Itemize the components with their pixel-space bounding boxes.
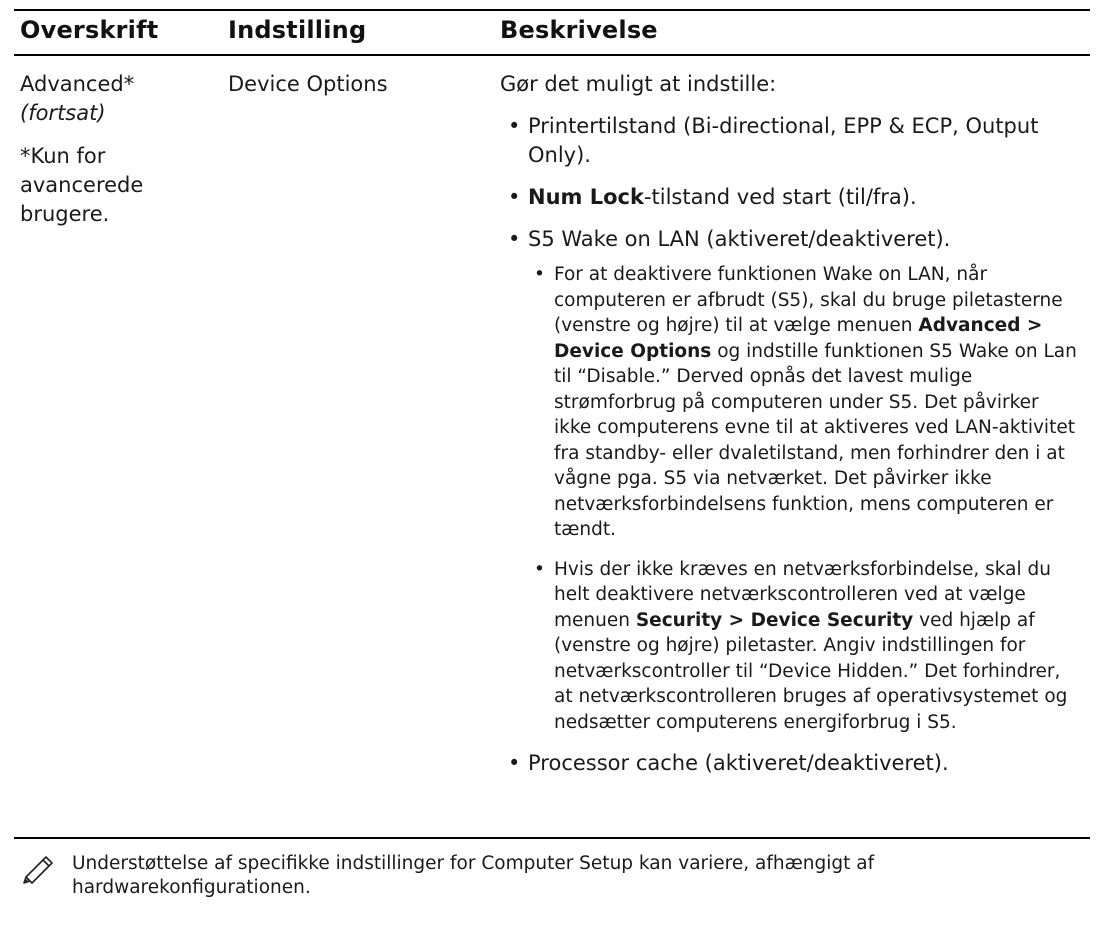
setting-name: Device Options [228, 72, 388, 96]
list-item-printer-mode [500, 112, 1080, 170]
num-lock-text: -tilstand ved start (til/fra). [643, 185, 917, 209]
printer-mode-text: Printertilstand (Bi-directional, EPP & ECP, Output Only). [528, 114, 1039, 167]
hide-nic-text-b: ved hjælp af (venstre og højre) piletaster. Angiv indstillingen for netværkscontroller til “Device Hidden.” Det forhindrer, at netværkscontrolleren bruges af operativsystemet og nedsætter computerens energiforbrug i S5. [554, 609, 1068, 733]
heading-continued: (fortsat) [20, 101, 106, 125]
setting-cell [228, 70, 468, 99]
wake-on-lan-sublist [528, 262, 1080, 735]
advanced-note-line3: brugere. [20, 202, 110, 226]
list-item-num-lock [500, 183, 1080, 212]
security-device-security-path: Security > Device Security [635, 609, 914, 631]
heading-main: Advanced* [20, 72, 135, 96]
advanced-note-line2: avancerede [20, 173, 144, 197]
footnote [14, 852, 1084, 900]
processor-cache-text: Processor cache (aktiveret/deaktiveret). [528, 751, 949, 775]
header-indstilling: Indstilling [228, 16, 367, 44]
description-cell [500, 70, 1080, 791]
footnote-text: Understøttelse af specifikke indstillinger for Computer Setup kan variere, afhængigt af hardwarekonfigurationen. [72, 853, 875, 898]
wake-on-lan-text: S5 Wake on LAN (aktiveret/deaktiveret). [528, 227, 951, 251]
list-item-wake-on-lan [500, 225, 1080, 735]
table-bottom-rule [14, 837, 1090, 839]
option-list [500, 112, 1080, 778]
advanced-note-line1: *Kun for [20, 144, 106, 168]
disable-wol-text-b: og indstille funktionen S5 Wake on Lan til “Disable.” Derved opnås det lavest mulige strømforbrug på computeren under S5. Det påvirker ikke computerens evne til at aktiveres ved LAN-aktivitet fra standby- eller dvaletilstand, men forhindrer den i at vågne pga. S5 via netværket. Det påvirker ikke netværksforbindelsens funktion, mens computeren er tændt. [554, 340, 1077, 540]
header-rule [14, 54, 1090, 56]
heading-cell [20, 70, 210, 229]
description-intro: Gør det muligt at indstille: [500, 72, 777, 96]
list-item-processor-cache [500, 749, 1080, 778]
disable-wol-text-a: For at deaktivere funktionen Wake on LAN, når computeren er afbrudt (S5), skal du bruge piletasterne (venstre og højre) til at vælge menuen [554, 264, 1063, 336]
hide-nic-text-a: Hvis der ikke kræves en netværksforbindelse, skal du helt deaktivere netværkscontrolleren ved at vælge menuen [554, 558, 1051, 631]
pencil-note-icon [22, 855, 56, 885]
table-top-rule [14, 9, 1090, 11]
sublist-item-hide-nic [528, 557, 1080, 736]
header-beskrivelse: Beskrivelse [500, 16, 658, 44]
advanced-device-options-path: Advanced > Device Options [554, 315, 1043, 362]
num-lock-label: Num Lock [528, 185, 644, 209]
sublist-item-disable-wol [528, 262, 1080, 543]
header-overskrift: Overskrift [20, 16, 159, 44]
